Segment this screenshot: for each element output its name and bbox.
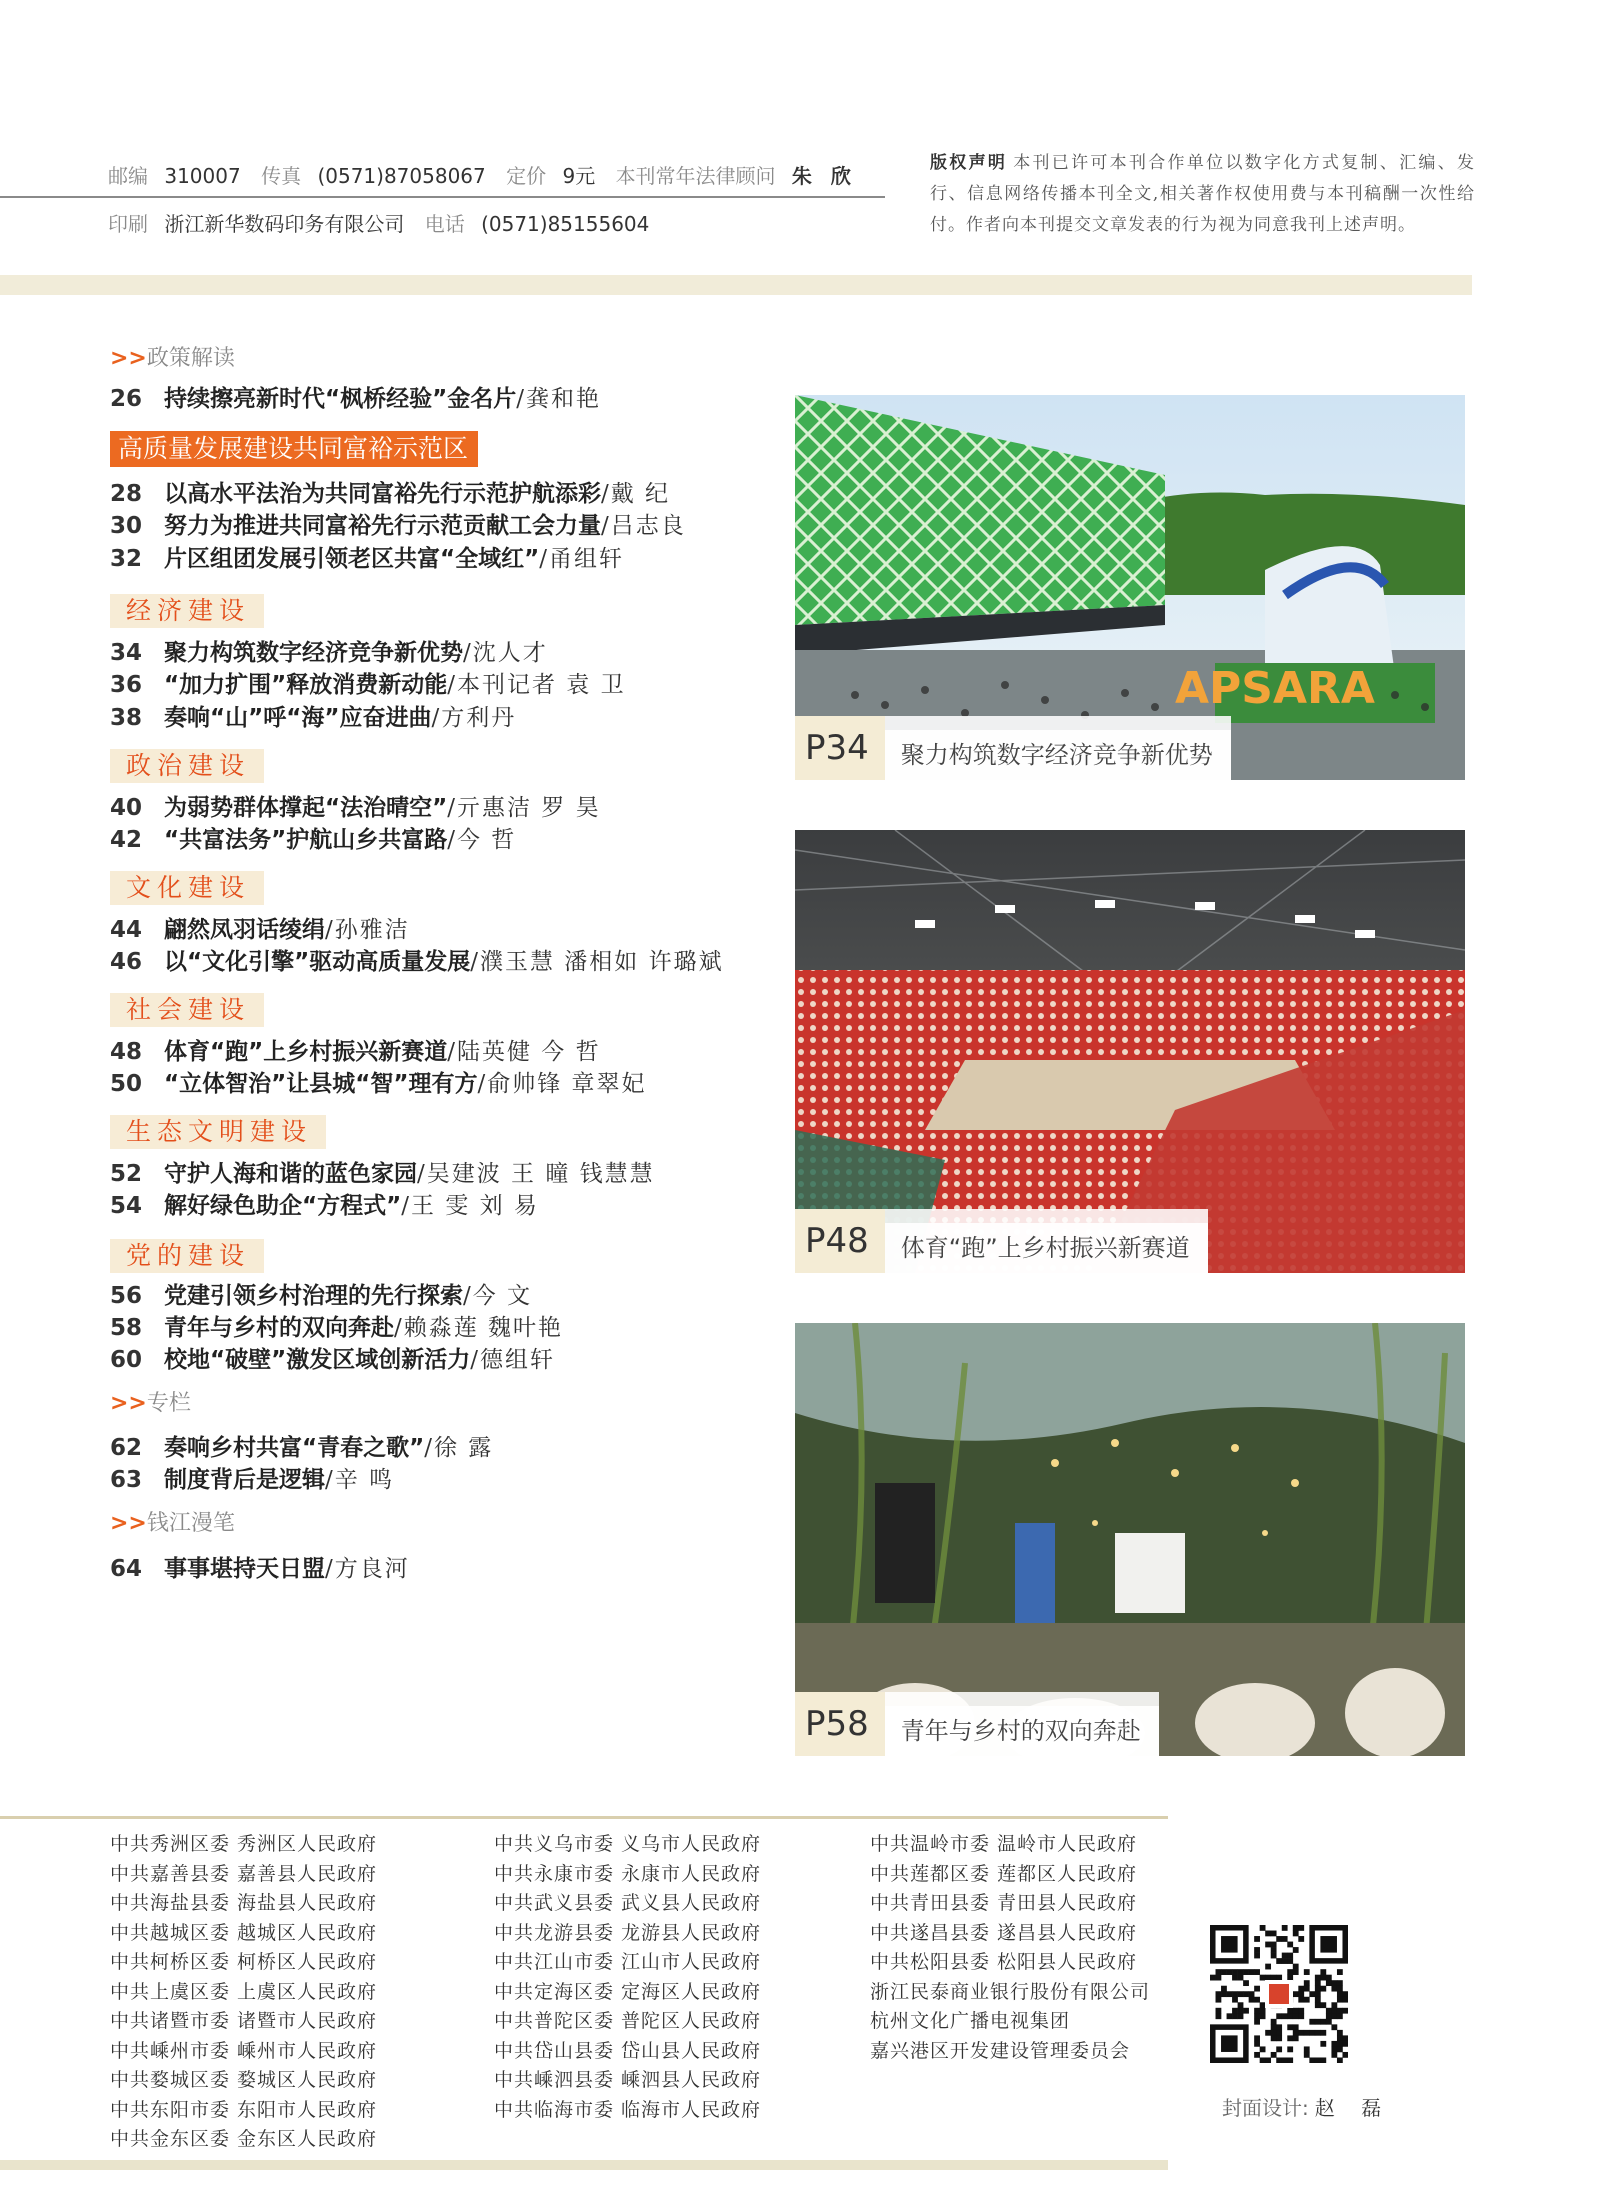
toc-entry[interactable]	[110, 791, 601, 825]
org-line: 中共青田县委 青田县人民政府	[870, 1892, 1138, 1914]
toc-page-number: 30	[110, 513, 143, 539]
section-heading-16: 社会建设	[110, 993, 264, 1027]
org-line: 中共普陀区委 普陀区人民政府	[494, 2010, 762, 2032]
org-line: 中共武义县委 武义县人民政府	[494, 1892, 762, 1914]
org-line: 中共莲都区委 莲都区人民政府	[870, 1862, 1138, 1885]
toc-author: /甬组轩	[539, 546, 624, 572]
toc-entry[interactable]	[110, 1552, 410, 1586]
toc-entry[interactable]	[110, 1035, 601, 1069]
toc-entry[interactable]	[110, 1067, 647, 1101]
toc-author: /赖淼莲 魏叶艳	[394, 1315, 564, 1341]
toc-title: 片区组团发展引领老区共富“全域红”	[164, 546, 540, 572]
photo-p48-page: P48	[795, 1209, 885, 1273]
org-line: 中共岱山县委 岱山县人民政府	[494, 2039, 762, 2062]
copyright-title: 版权声明	[930, 153, 1008, 173]
toc-entry[interactable]	[110, 1279, 532, 1313]
toc-entry[interactable]	[110, 1431, 493, 1465]
toc-title: 聚力构筑数字经济竞争新优势	[164, 640, 463, 666]
toc-page-number: 42	[110, 827, 143, 853]
org-line: 中共松阳县委 松阳县人民政府	[870, 1951, 1138, 1973]
toc-title: 翩然凤羽话绫绢	[164, 917, 325, 943]
toc-title: “共富法务”护航山乡共富路	[164, 827, 448, 853]
header-line-1	[108, 160, 871, 189]
toc-title: 以高水平法治为共同富裕先行示范护航添彩	[164, 481, 601, 507]
photo-p58-caption	[795, 1692, 1159, 1756]
toc-author: /徐 露	[424, 1435, 494, 1461]
orgs-col-1	[110, 1830, 377, 2155]
orgs-col-3	[870, 1830, 1150, 2066]
section-heading-6: 经济建设	[110, 594, 264, 628]
toc-page-number: 28	[110, 481, 143, 507]
toc-author: /龚和艳	[516, 386, 601, 412]
org-line: 中共上虞区委 上虞区人民政府	[110, 1980, 378, 2003]
toc-page-number: 26	[110, 386, 143, 412]
section-29	[110, 1506, 235, 1537]
toc-title: 党建引领乡村治理的先行探索	[164, 1283, 463, 1309]
fax-label: 传真	[261, 164, 302, 188]
photo-p48-text: 体育“跑”上乡村振兴新赛道	[885, 1223, 1208, 1273]
org-line: 中共海盐县委 海盐县人民政府	[110, 1892, 378, 1914]
toc-author: /吕志良	[601, 513, 686, 539]
section-label: 专栏	[146, 1391, 191, 1416]
photo-p34-text: 聚力构筑数字经济竞争新优势	[885, 730, 1231, 780]
toc-title: 事事堪持天日盟	[164, 1556, 325, 1582]
photo-p58[interactable]	[795, 1323, 1465, 1756]
org-line: 中共诸暨市委 诸暨市人民政府	[110, 2010, 378, 2032]
toc-entry[interactable]	[110, 382, 601, 416]
org-line: 中共嘉善县委 嘉善县人民政府	[110, 1862, 378, 1885]
toc-entry[interactable]	[110, 1463, 394, 1497]
cover-design-credit	[1222, 2092, 1391, 2121]
org-line: 中共温岭市委 温岭市人民政府	[870, 1833, 1138, 1855]
toc-entry[interactable]	[110, 823, 516, 857]
toc-entry[interactable]	[110, 1189, 539, 1223]
photo-p34[interactable]	[795, 395, 1465, 780]
toc-entry[interactable]	[110, 636, 548, 670]
org-line: 浙江民泰商业银行股份有限公司	[870, 1980, 1151, 2003]
qr-code[interactable]	[1210, 1925, 1348, 2063]
photo-p58-text: 青年与乡村的双向奔赴	[885, 1706, 1159, 1756]
bottom-band	[0, 2160, 1168, 2170]
section-label: 钱江漫笔	[146, 1511, 235, 1536]
toc-entry[interactable]	[110, 542, 624, 576]
lawyer-label: 本刊常年法律顾问	[615, 164, 776, 188]
phone-label: 电话	[424, 212, 465, 236]
toc-author: /今 文	[463, 1283, 533, 1309]
section-arrow-icon: >>	[110, 346, 147, 371]
toc-page-number: 40	[110, 795, 143, 821]
org-line: 中共江山市委 江山市人民政府	[494, 1951, 762, 1973]
toc-author: /陆英健 今 哲	[447, 1039, 601, 1065]
toc-entry[interactable]	[110, 1343, 555, 1377]
footer-divider	[0, 1816, 1168, 1819]
org-line: 中共婺城区委 婺城区人民政府	[110, 2069, 378, 2091]
toc-author: /俞帅锋 章翠妃	[477, 1071, 647, 1097]
postcode: 310007	[164, 164, 241, 188]
toc-page-number: 63	[110, 1467, 143, 1493]
printer: 浙江新华数码印务有限公司	[164, 212, 405, 236]
toc-title: “立体智治”让县城“智”理有方	[164, 1071, 478, 1097]
cover-designer: 赵 磊	[1314, 2096, 1392, 2120]
section-heading-2: 高质量发展建设共同富裕示范区	[110, 431, 478, 467]
org-line: 中共越城区委 越城区人民政府	[110, 1921, 378, 1944]
photo-p48-caption	[795, 1209, 1208, 1273]
org-line: 中共柯桥区委 柯桥区人民政府	[110, 1951, 378, 1973]
toc-page-number: 44	[110, 917, 143, 943]
org-line: 嘉兴港区开发建设管理委员会	[870, 2039, 1131, 2062]
toc-title: 持续擦亮新时代“枫桥经验”金名片	[164, 386, 517, 412]
apsara-sign	[1175, 663, 1375, 714]
toc-page-number: 32	[110, 546, 143, 572]
org-line: 中共东阳市委 东阳市人民政府	[110, 2098, 378, 2121]
toc-author: /沈人才	[463, 640, 548, 666]
top-band	[0, 275, 1472, 295]
toc-entry[interactable]	[110, 477, 670, 511]
photo-p58-page: P58	[795, 1692, 885, 1756]
toc-author: /孙雅洁	[325, 917, 410, 943]
toc-author: /今 哲	[447, 827, 517, 853]
org-line: 中共永康市委 永康市人民政府	[494, 1862, 762, 1885]
toc-title: 解好绿色助企“方程式”	[164, 1193, 402, 1219]
toc-author: /方利丹	[431, 705, 517, 731]
toc-title: 青年与乡村的双向奔赴	[164, 1315, 394, 1341]
toc-page-number: 62	[110, 1435, 143, 1461]
toc-author: /本刊记者 袁 卫	[447, 672, 626, 698]
toc-page-number: 52	[110, 1161, 143, 1187]
phone: (0571)85155604	[481, 212, 650, 236]
org-line: 中共金东区委 金东区人民政府	[110, 2128, 378, 2150]
toc-author: /亓惠洁 罗 昊	[447, 795, 601, 821]
toc-page-number: 50	[110, 1071, 143, 1097]
toc-author: /辛 鸣	[325, 1467, 395, 1493]
section-arrow-icon: >>	[110, 1511, 147, 1536]
org-line: 中共秀洲区委 秀洲区人民政府	[110, 1833, 378, 1855]
section-heading-13: 文化建设	[110, 871, 264, 905]
toc-title: 守护人海和谐的蓝色家园	[164, 1161, 417, 1187]
toc-title: 奏响乡村共富“青春之歌”	[164, 1435, 425, 1461]
section-heading-19: 生态文明建设	[110, 1115, 326, 1149]
toc-title: 以“文化引擎”驱动高质量发展	[164, 949, 471, 975]
org-line: 杭州文化广播电视集团	[870, 2010, 1071, 2032]
toc-title: “加力扩围”释放消费新动能	[164, 672, 448, 698]
toc-page-number: 34	[110, 640, 143, 666]
toc-author: /王 雯 刘 易	[401, 1193, 539, 1219]
toc-entry[interactable]	[110, 1311, 563, 1345]
toc-title: 奏响“山”呼“海”应奋进曲	[164, 705, 432, 731]
toc-page-number: 38	[110, 705, 143, 731]
photo-p34-caption	[795, 716, 1231, 780]
postcode-label: 邮编	[108, 164, 148, 188]
org-line: 中共定海区委 定海区人民政府	[494, 1980, 762, 2003]
price: 9元	[562, 164, 596, 188]
toc-entry[interactable]	[110, 509, 686, 543]
org-line: 中共遂昌县委 遂昌县人民政府	[870, 1921, 1138, 1944]
apsara-sign-text: APSARA	[1175, 663, 1375, 714]
toc-entry[interactable]	[110, 1157, 655, 1191]
toc-author: /德组轩	[470, 1347, 555, 1373]
toc-entry[interactable]	[110, 701, 516, 735]
section-heading-10: 政治建设	[110, 749, 264, 783]
toc-page-number: 64	[110, 1556, 143, 1582]
toc-title: 为弱势群体撑起“法治晴空”	[164, 795, 448, 821]
org-line: 中共义乌市委 义乌市人民政府	[494, 1833, 762, 1855]
header-line-2	[108, 208, 663, 237]
fax: (0571)87058067	[317, 164, 486, 188]
toc-title: 体育“跑”上乡村振兴新赛道	[164, 1039, 448, 1065]
toc-page-number: 58	[110, 1315, 143, 1341]
toc-author: /吴建波 王 曈 钱慧慧	[417, 1161, 655, 1187]
photo-p34-page: P34	[795, 716, 885, 780]
toc-entry[interactable]	[110, 668, 626, 702]
section-26	[110, 1386, 191, 1417]
toc-page-number: 60	[110, 1347, 143, 1373]
section-0	[110, 341, 235, 372]
section-label: 政策解读	[146, 346, 235, 371]
toc-author: /濮玉慧 潘相如 许璐斌	[470, 949, 724, 975]
section-arrow-icon: >>	[110, 1391, 147, 1416]
copyright-text: 本刊已许可本刊合作单位以数字化方式复制、汇编、发行、信息网络传播本刊全文,相关著作权使用费与本刊稿酬一次性给付。作者向本刊提交文章发表的行为视为同意我刊上述声明。	[930, 153, 1476, 235]
toc-title: 努力为推进共同富裕先行示范贡献工会力量	[164, 513, 601, 539]
toc-entry[interactable]	[110, 913, 410, 947]
lawyer: 朱 欣	[791, 164, 857, 188]
toc-page-number: 46	[110, 949, 143, 975]
toc-author: /方良河	[325, 1556, 410, 1582]
toc-entry[interactable]	[110, 945, 724, 979]
toc-page-number: 36	[110, 672, 143, 698]
org-line: 中共临海市委 临海市人民政府	[494, 2098, 762, 2121]
org-line: 中共龙游县委 龙游县人民政府	[494, 1921, 762, 1944]
toc-author: /戴 纪	[601, 481, 671, 507]
toc-title: 校地“破壁”激发区域创新活力	[164, 1347, 471, 1373]
print-label: 印刷	[108, 212, 148, 236]
header-divider	[0, 196, 885, 198]
qr-code-image	[1210, 1925, 1348, 2063]
cover-design-label: 封面设计:	[1222, 2096, 1309, 2120]
toc-page-number: 56	[110, 1283, 143, 1309]
price-label: 定价	[506, 164, 547, 188]
toc-page-number: 48	[110, 1039, 143, 1065]
org-line: 中共嵊州市委 嵊州市人民政府	[110, 2039, 378, 2062]
toc-page-number: 54	[110, 1193, 143, 1219]
photo-p48[interactable]	[795, 830, 1465, 1273]
copyright-notice	[930, 148, 1475, 241]
photo-p48-image	[795, 830, 1465, 1273]
org-line: 中共嵊泗县委 嵊泗县人民政府	[494, 2069, 762, 2091]
orgs-col-2	[494, 1830, 761, 2125]
toc-title: 制度背后是逻辑	[164, 1467, 325, 1493]
section-heading-22: 党的建设	[110, 1239, 264, 1273]
